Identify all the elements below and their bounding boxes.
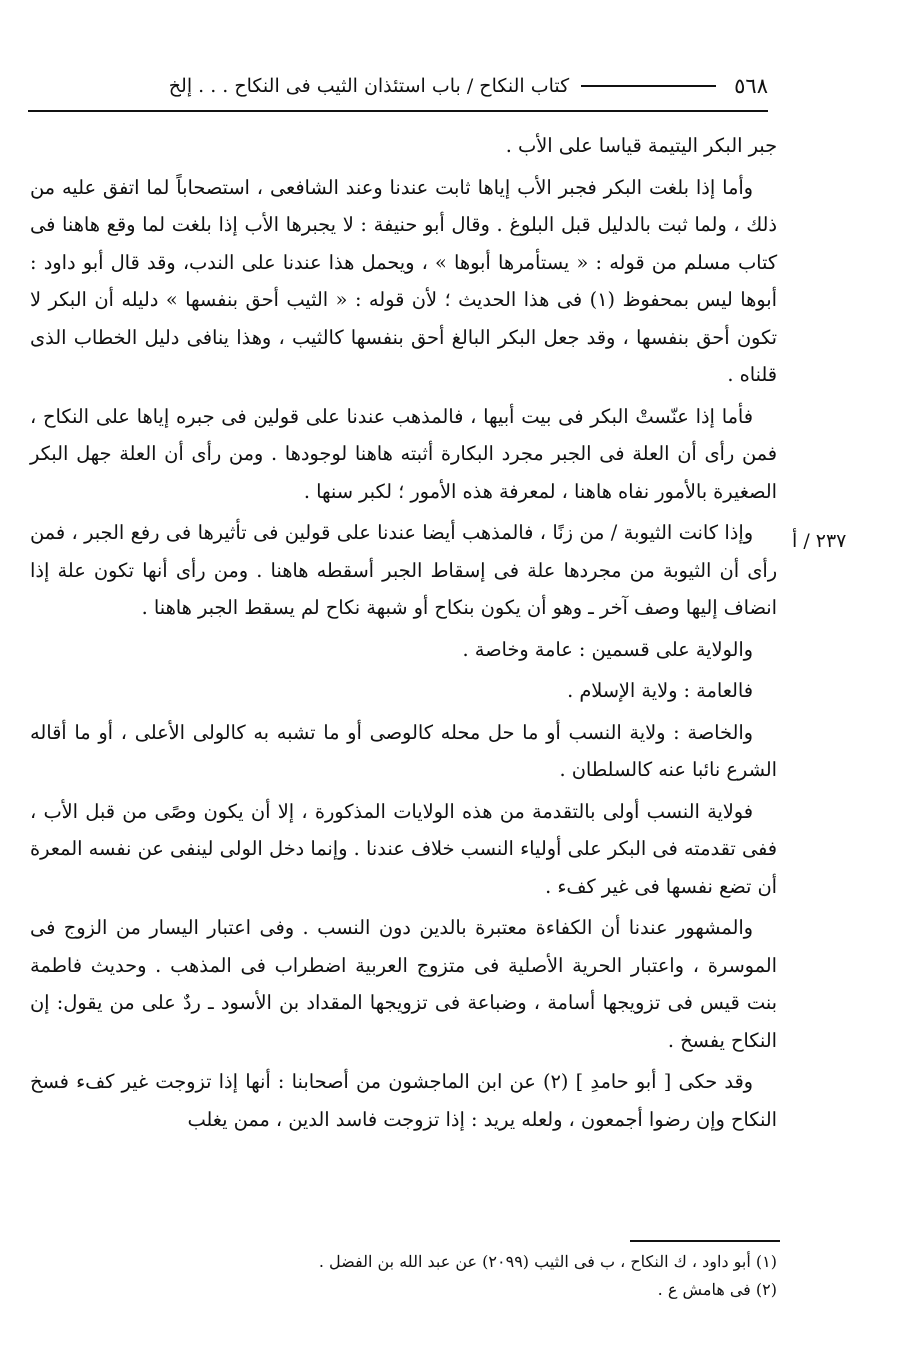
paragraph: وإذا كانت الثيوبة / من زنًا ، فالمذهب أيضا عندنا على قولين فى تأثيرها فى رفع الجبر ، فمن رأى أن الثيوبة من مجردها علة فى إسقاط الجبر أسقطه هاهنا . ومن رأى أنها تكون علة إذا انضاف إليها وصف آخر ـ وهو أن يكون بنكاح أو شبهة نكاح لم يسقط الجبر هاهنا .: [30, 521, 777, 619]
running-header: [28, 66, 768, 106]
main-text: [30, 127, 777, 1142]
footnotes: [200, 1248, 777, 1304]
paragraph: وقد حكى [ أبو حامدِ ] (٢) عن ابن الماجشون من أصحابنا : أنها إذا تزوجت غير كفء فسخ النكاح وإن رضوا أجمعون ، ولعله يريد : إذا تزوجت فاسد الدين ، ممن يغلب: [30, 1070, 777, 1131]
header-divider: [28, 110, 768, 112]
paragraph: والولاية على قسمين : عامة وخاصة .: [462, 637, 753, 661]
running-title: كتاب النكاح / باب استئذان الثيب فى النكاح . . . إلخ: [168, 75, 570, 97]
paragraph: وأما إذا بلغت البكر فجبر الأب إياها ثابت عندنا وعند الشافعى ، استصحاباً لما اتفق عليه من ذلك ، ولما ثبت بالدليل قبل البلوغ . وقال أبو حنيفة : لا يجبرها الأب إذا بلغت لما وقع هاهنا فى كتاب مسلم من قوله : « يستأمرها أبوها » ، ويحمل هذا عندنا على الندب، وقد قال أبو داود : أبوها ليس بمحفوظ (١) فى هذا الحديث ؛ لأن قوله : « الثيب أحق بنفسها » دليله أن البكر لا تكون أحق بنفسها ، وقد جعل البكر البالغ أحق بنفسها كالثيب ، وهذا ينافى دليل الخطاب الذى قلناه .: [30, 175, 777, 386]
paragraph: فأما إذا عنّستْ البكر فى بيت أبيها ، فالمذهب عندنا على قولين فى جبره إياها على النكاح ، فمن رأى أن العلة فى الجبر مجرد البكارة أثبته هاهنا لوجودها . ومن رأى أن العلة جهل البكر الصغيرة بالأمور نفاه هاهنا ، لمعرفة هذه الأمور ؛ لكبر سنها .: [30, 404, 777, 503]
footnote: (١) أبو داود ، ك النكاح ، ب فى الثيب (٢٠٩٩) عن عبد الله بن الفضل .: [318, 1252, 777, 1271]
paragraph: جبر البكر اليتيمة قياسا على الأب .: [505, 134, 777, 157]
footnote: (٢) فى هامش ع .: [657, 1280, 777, 1299]
paragraph: والمشهور عندنا أن الكفاءة معتبرة بالدين دون النسب . وفى اعتبار اليسار من الزوج فى الموسرة ، واعتبار الحرية الأصلية فى متزوج العربية اضطراب فى المذهب . وحديث فاطمة بنت قيس فى تزويجها أسامة ، وضباعة فى تزويجها المقداد بن الأسود ـ ردٌ على من يقول: إن النكاح يفسخ .: [30, 916, 777, 1052]
manuscript-folio-marker: ٢٣٧ / أ: [792, 530, 847, 552]
footnote-divider: [630, 1240, 780, 1242]
paragraph: فالعامة : ولاية الإسلام .: [567, 679, 753, 702]
paragraph: والخاصة : ولاية النسب أو ما حل محله كالوصى أو ما تشبه به كالولى الأعلى ، أو ما أقاله الشرع نائبا عنه كالسلطان .: [30, 720, 777, 781]
page-number: ٥٦٨: [734, 74, 768, 98]
paragraph: فولاية النسب أولى بالتقدمة من هذه الولايات المذكورة ، إلا أن يكون وصًى من قبل الأب ، ففى تقدمته فى البكر على أولياء النسب خلاف عندنا . وإنما دخل الولى لينفى عن نفسه المعرة أن تضع نفسها فى غير كفء .: [30, 799, 777, 898]
header-rule: [581, 85, 716, 87]
